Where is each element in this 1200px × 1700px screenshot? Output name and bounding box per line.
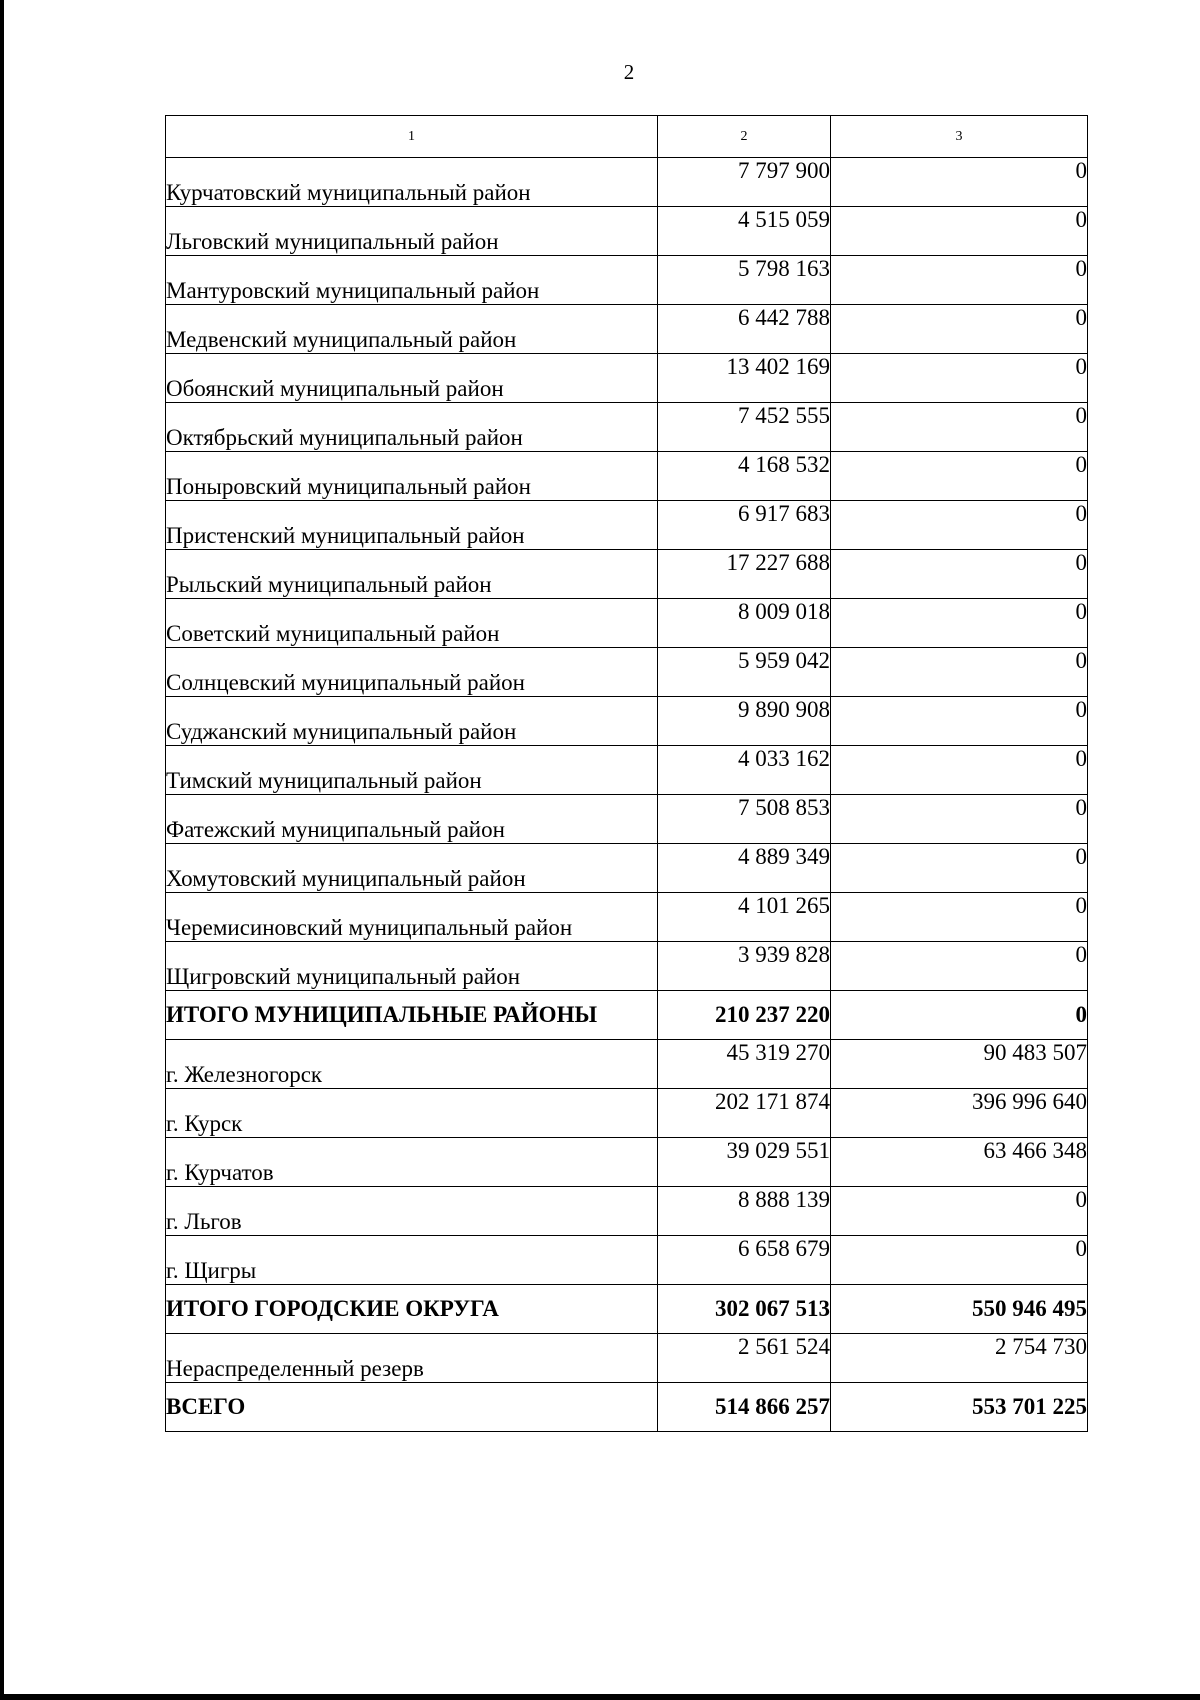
row-value-col2: 4 889 349	[658, 844, 831, 893]
row-name-cell: ИТОГО ГОРОДСКИЕ ОКРУГА	[166, 1285, 658, 1334]
row-value-col3: 0	[831, 795, 1088, 844]
row-value-col2: 7 452 555	[658, 403, 831, 452]
row-value-col3: 0	[831, 844, 1088, 893]
row-value-col2: 39 029 551	[658, 1138, 831, 1187]
row-value-col2: 13 402 169	[658, 354, 831, 403]
row-value-col3: 0	[831, 697, 1088, 746]
scan-edge-left	[0, 0, 4, 1700]
page-number: 2	[623, 60, 635, 84]
row-value-col2: 514 866 257	[658, 1383, 831, 1432]
row-value-col3: 0	[831, 501, 1088, 550]
table-row	[166, 207, 1088, 256]
row-value-col2: 5 798 163	[658, 256, 831, 305]
row-name-cell: Солнцевский муниципальный район	[166, 648, 658, 697]
table-body	[166, 158, 1088, 1432]
row-name-cell: г. Льгов	[166, 1187, 658, 1236]
table-row-total	[166, 991, 1088, 1040]
row-name-cell: Поныровский муниципальный район	[166, 452, 658, 501]
row-value-col3: 0	[831, 452, 1088, 501]
table-row	[166, 305, 1088, 354]
table-row-total	[166, 1383, 1088, 1432]
row-value-col3: 0	[831, 746, 1088, 795]
table-row	[166, 256, 1088, 305]
table-row	[166, 648, 1088, 697]
column-header-1: 1	[166, 116, 658, 158]
row-value-col2: 302 067 513	[658, 1285, 831, 1334]
table-row	[166, 795, 1088, 844]
row-name-cell: Обоянский муниципальный район	[166, 354, 658, 403]
row-value-col2: 4 033 162	[658, 746, 831, 795]
row-value-col3: 0	[831, 648, 1088, 697]
row-name-cell: Мантуровский муниципальный район	[166, 256, 658, 305]
row-value-col2: 8 888 139	[658, 1187, 831, 1236]
row-value-col3: 0	[831, 1187, 1088, 1236]
row-value-col2: 6 658 679	[658, 1236, 831, 1285]
row-value-col3: 0	[831, 256, 1088, 305]
table-row	[166, 158, 1088, 207]
budget-table	[165, 115, 1088, 1432]
table-header-row	[166, 116, 1088, 158]
row-name-cell: Хомутовский муниципальный район	[166, 844, 658, 893]
column-header-3: 3	[831, 116, 1088, 158]
row-value-col3: 0	[831, 893, 1088, 942]
table-row	[166, 354, 1088, 403]
row-value-col2: 210 237 220	[658, 991, 831, 1040]
row-value-col3: 0	[831, 207, 1088, 256]
row-name-cell: Курчатовский муниципальный район	[166, 158, 658, 207]
row-value-col2: 4 168 532	[658, 452, 831, 501]
row-value-col2: 45 319 270	[658, 1040, 831, 1089]
row-value-col2: 2 561 524	[658, 1334, 831, 1383]
row-value-col2: 6 917 683	[658, 501, 831, 550]
row-value-col3: 0	[831, 550, 1088, 599]
row-value-col3: 90 483 507	[831, 1040, 1088, 1089]
table-row	[166, 893, 1088, 942]
row-value-col3: 0	[831, 403, 1088, 452]
row-name-cell: Фатежский муниципальный район	[166, 795, 658, 844]
row-name-cell: г. Железногорск	[166, 1040, 658, 1089]
table-row	[166, 403, 1088, 452]
row-value-col2: 3 939 828	[658, 942, 831, 991]
row-value-col3: 0	[831, 305, 1088, 354]
row-value-col2: 7 508 853	[658, 795, 831, 844]
row-name-cell: Пристенский муниципальный район	[166, 501, 658, 550]
table-row	[166, 1089, 1088, 1138]
row-name-cell: Советский муниципальный район	[166, 599, 658, 648]
row-value-col3: 0	[831, 991, 1088, 1040]
row-value-col2: 8 009 018	[658, 599, 831, 648]
row-name-cell: г. Курск	[166, 1089, 658, 1138]
row-value-col2: 17 227 688	[658, 550, 831, 599]
row-value-col3: 0	[831, 599, 1088, 648]
table-row	[166, 599, 1088, 648]
table-row	[166, 501, 1088, 550]
table-row	[166, 550, 1088, 599]
row-value-col3: 550 946 495	[831, 1285, 1088, 1334]
row-value-col2: 9 890 908	[658, 697, 831, 746]
table-row	[166, 942, 1088, 991]
row-name-cell: ИТОГО МУНИЦИПАЛЬНЫЕ РАЙОНЫ	[166, 991, 658, 1040]
row-value-col2: 4 515 059	[658, 207, 831, 256]
row-name-cell: Щигровский муниципальный район	[166, 942, 658, 991]
column-header-2: 2	[658, 116, 831, 158]
row-value-col2: 6 442 788	[658, 305, 831, 354]
table-row	[166, 1040, 1088, 1089]
row-name-cell: Рыльский муниципальный район	[166, 550, 658, 599]
table-row-total	[166, 1285, 1088, 1334]
row-name-cell: Суджанский муниципальный район	[166, 697, 658, 746]
row-name-cell: Октябрьский муниципальный район	[166, 403, 658, 452]
row-name-cell: г. Курчатов	[166, 1138, 658, 1187]
table-row	[166, 1334, 1088, 1383]
row-value-col3: 0	[831, 158, 1088, 207]
table-row	[166, 1187, 1088, 1236]
table-row	[166, 697, 1088, 746]
row-value-col2: 202 171 874	[658, 1089, 831, 1138]
row-name-cell: ВСЕГО	[166, 1383, 658, 1432]
table-row	[166, 1236, 1088, 1285]
row-name-cell: Черемисиновский муниципальный район	[166, 893, 658, 942]
row-value-col2: 4 101 265	[658, 893, 831, 942]
row-name-cell: г. Щигры	[166, 1236, 658, 1285]
row-value-col3: 396 996 640	[831, 1089, 1088, 1138]
table-row	[166, 746, 1088, 795]
table-row	[166, 844, 1088, 893]
scan-edge-bottom	[0, 1694, 1200, 1700]
row-value-col3: 0	[831, 942, 1088, 991]
row-value-col2: 7 797 900	[658, 158, 831, 207]
row-value-col3: 63 466 348	[831, 1138, 1088, 1187]
table-row	[166, 452, 1088, 501]
row-value-col3: 0	[831, 1236, 1088, 1285]
table-row	[166, 1138, 1088, 1187]
row-name-cell: Тимский муниципальный район	[166, 746, 658, 795]
row-name-cell: Медвенский муниципальный район	[166, 305, 658, 354]
row-value-col3: 2 754 730	[831, 1334, 1088, 1383]
row-value-col3: 0	[831, 354, 1088, 403]
row-name-cell: Нераспределенный резерв	[166, 1334, 658, 1383]
row-name-cell: Льговский муниципальный район	[166, 207, 658, 256]
row-value-col2: 5 959 042	[658, 648, 831, 697]
row-value-col3: 553 701 225	[831, 1383, 1088, 1432]
